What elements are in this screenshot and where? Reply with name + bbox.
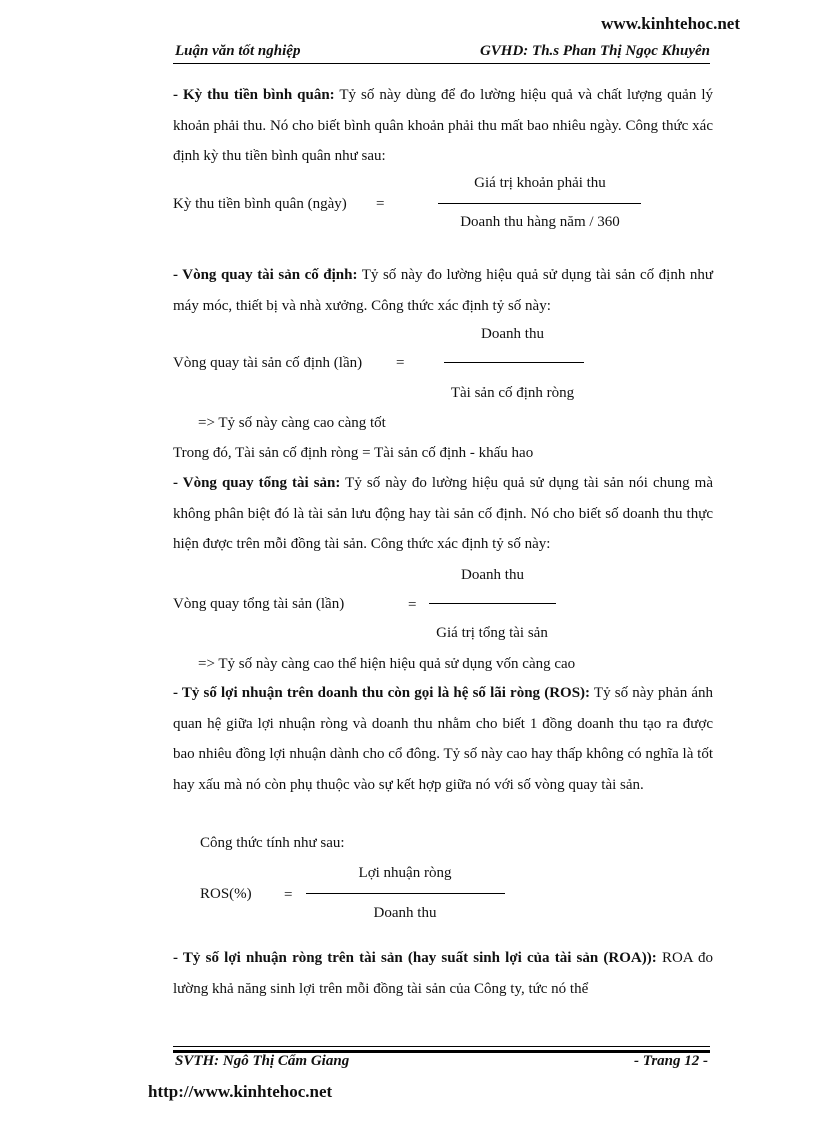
section-fixed-asset-turnover: [173, 260, 713, 321]
formula-numerator: Lợi nhuận ròng: [358, 865, 452, 881]
formula-denominator: Doanh thu hàng năm / 360: [460, 214, 620, 230]
formula-denominator: Giá trị tổng tài sản: [436, 625, 548, 641]
formula-numerator: Doanh thu: [481, 326, 544, 342]
note-text: => Tỷ số này càng cao càng tốt: [198, 415, 386, 431]
formula-equals: =: [284, 887, 293, 903]
formula-lhs: ROS(%): [200, 886, 252, 902]
header-thesis-title: Luận văn tốt nghiệp: [175, 43, 301, 59]
formula-equals: =: [408, 597, 417, 613]
page-number: - Trang 12 -: [633, 1053, 708, 1069]
fraction-bar: [429, 603, 556, 604]
section-total-asset-turnover: [173, 468, 713, 560]
formula-equals: =: [396, 355, 405, 371]
section-heading: - Tỷ số lợi nhuận trên doanh thu còn gọi là hệ số lãi ròng (ROS):: [173, 685, 591, 701]
section-heading: - Kỳ thu tiền bình quân:: [173, 87, 335, 103]
formula-numerator: Doanh thu: [461, 567, 524, 583]
formula-intro: Công thức tính như sau:: [200, 835, 345, 851]
header-rule: [173, 63, 710, 64]
section-text: Tỷ số này đo lường hiệu quả sử dụng tài sản nói chung mà không phân biệt đó là tài sản lưu động hay tài sản cố định. Nó cho biết số doanh thu thực hiện được trên mỗi đồng tài sản. Công thức xác định tỷ số này:: [173, 475, 713, 552]
formula-lhs: Vòng quay tài sản cố định (lần): [173, 355, 363, 371]
section-heading: - Vòng quay tổng tài sản:: [173, 475, 341, 491]
formula-numerator: Giá trị khoản phải thu: [474, 175, 606, 191]
section-text: Tỷ số này phản ánh quan hệ giữa lợi nhuận ròng và doanh thu nhằm cho biết 1 đồng doanh thu tạo ra được bao nhiêu đồng lợi nhuận dành cho cổ đông. Tỷ số này cao hay thấp không có nghĩa là tốt hay xấu mà nó còn phụ thuộc vào sự kết hợp giữa nó với số vòng quay tài sản.: [173, 685, 714, 793]
section-receivable-period: [173, 80, 713, 172]
section-roa: [173, 943, 713, 1004]
formula-denominator: Tài sản cố định ròng: [450, 385, 575, 401]
formula-equals: =: [376, 196, 385, 212]
note-text: Trong đó, Tài sản cố định ròng = Tài sản cố định - khấu hao: [173, 445, 534, 461]
fraction-bar: [438, 203, 641, 204]
section-text: Tỷ số này dùng để đo lường hiệu quả và chất lượng quản lý khoản phải thu. Nó cho biết bình quân khoản phải thu mất bao nhiêu ngày. Công thức xác định kỳ thu tiền bình quân như sau:: [173, 87, 713, 164]
section-ros: [173, 678, 713, 800]
section-heading: - Vòng quay tài sản cố định:: [173, 267, 358, 283]
section-heading: - Tỷ số lợi nhuận ròng trên tài sản (hay suất sinh lợi của tài sản (ROA)):: [173, 950, 657, 966]
fraction-bar: [306, 893, 505, 894]
site-url-top: www.kinhtehoc.net: [601, 14, 740, 33]
footer-student: SVTH: Ngô Thị Cẩm Giang: [175, 1053, 350, 1069]
formula-lhs: Kỳ thu tiền bình quân (ngày): [173, 196, 347, 212]
note-text: => Tỷ số này càng cao thể hiện hiệu quả sử dụng vốn càng cao: [198, 656, 576, 672]
formula-lhs: Vòng quay tổng tài sản (lần): [173, 596, 345, 612]
section-text: Tỷ số này đo lường hiệu quả sử dụng tài sản cố định như máy móc, thiết bị và nhà xưởng. Công thức xác định tỷ số này:: [173, 267, 713, 314]
header-advisor: GVHD: Th.s Phan Thị Ngọc Khuyên: [479, 43, 710, 59]
section-text: ROA đo lường khả năng sinh lợi trên mỗi đồng tài sản của Công ty, tức nó thể: [173, 950, 713, 997]
site-url-bottom[interactable]: http://www.kinhtehoc.net: [148, 1082, 333, 1101]
footer-rule: [173, 1046, 710, 1047]
fraction-bar: [444, 362, 584, 363]
formula-denominator: Doanh thu: [373, 905, 437, 921]
